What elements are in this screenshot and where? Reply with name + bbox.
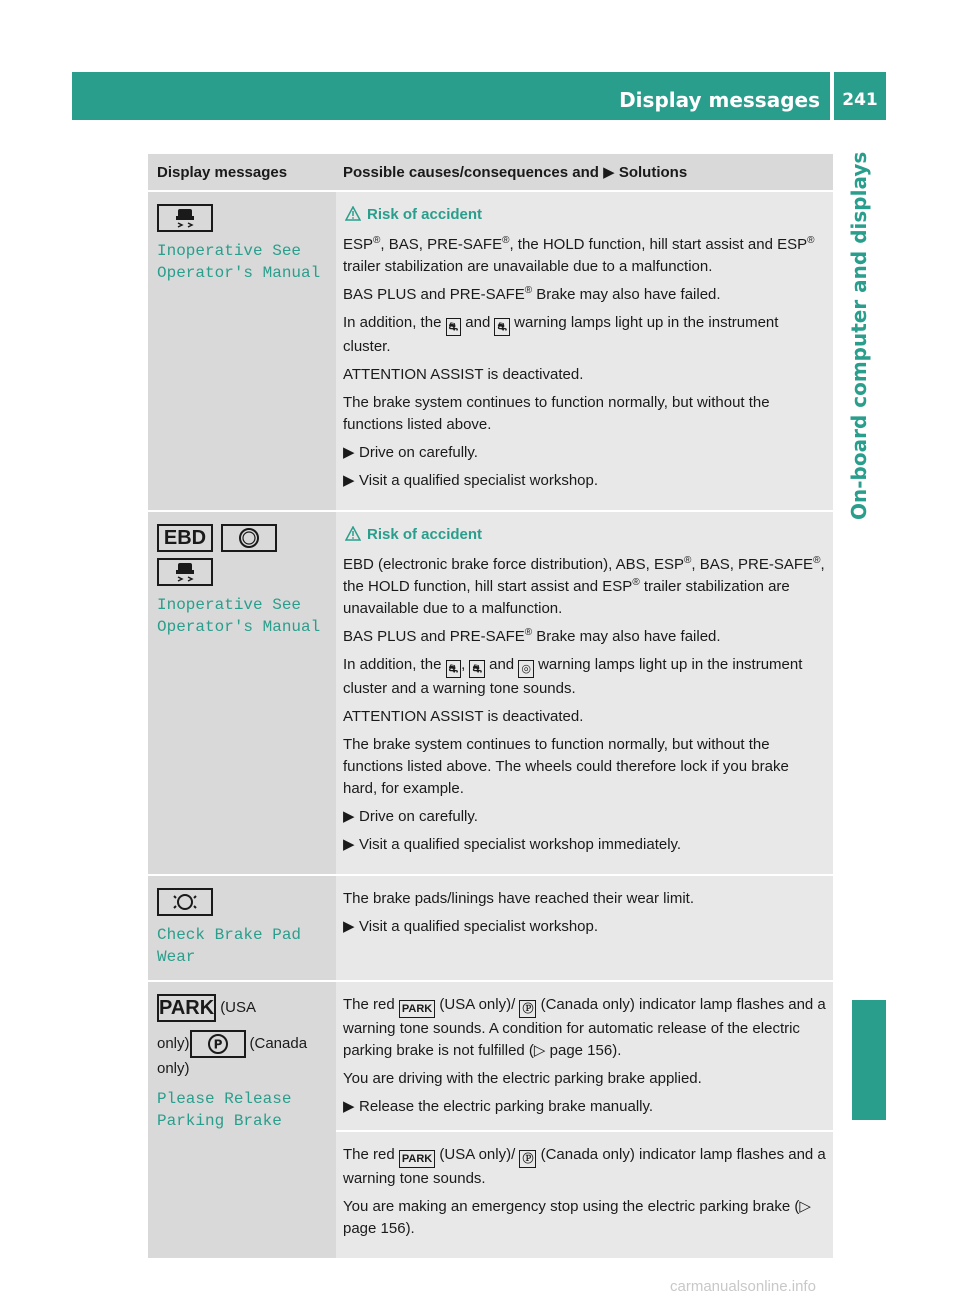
text: only) <box>157 1060 190 1077</box>
paragraph: EBD (electronic brake force distribution), ABS, ESP®, BAS, PRE-SAFE®, the HOLD function, hill start assist and ESP® trailer stabilization are unavailable due to a malfunction. <box>343 555 825 617</box>
section-side-tab: On-board computer and displays <box>847 151 871 520</box>
esp-warning-icon <box>157 204 213 232</box>
table-row <box>148 874 833 980</box>
abs-lamp-icon: ◎ <box>518 660 534 678</box>
step-arrow-icon: ▶ <box>343 444 355 461</box>
step-text: Visit a qualified specialist workshop immediately. <box>359 836 682 853</box>
park-lamp-icon: PARK <box>399 1000 435 1018</box>
text: The red <box>343 1146 395 1163</box>
paragraph: You are driving with the electric parking brake applied. <box>343 1070 702 1087</box>
table-header <box>148 154 833 190</box>
table-row <box>148 980 833 1258</box>
park-lamp-icon: PARK <box>399 1150 435 1168</box>
warning-title-text: Risk of accident <box>367 526 483 543</box>
park-lamp-icon: PARK <box>157 994 216 1022</box>
warning-title-text: Risk of accident <box>367 206 483 223</box>
display-message-text <box>157 1088 327 1132</box>
solution-step <box>343 834 826 856</box>
text: only) <box>157 1034 190 1052</box>
display-message-cell <box>148 982 336 1258</box>
sub-case <box>336 1130 833 1240</box>
warning-title <box>343 204 826 226</box>
text: (Canada only) indicator lamp flashes and a warning tone sounds. A condition for automatic release of the electric parking brake is not fulfilled (▷ page 156). <box>343 996 826 1059</box>
paragraph: The brake system continues to function normally, but without the functions listed above. <box>343 394 770 433</box>
causes-cell <box>336 512 833 874</box>
solution-arrow-icon: ▶ <box>603 164 615 181</box>
step-text: Drive on carefully. <box>359 808 478 825</box>
esp-lamp-icon: ⛐ <box>446 660 462 678</box>
paragraph: You are making an emergency stop using the electric parking brake (▷ page 156). <box>343 1198 811 1237</box>
warning-triangle-icon <box>345 206 361 221</box>
text: In addition, the <box>343 314 442 331</box>
causes-cell <box>336 876 833 980</box>
paragraph: The brake system continues to function normally, but without the functions listed above. The wheels could therefore lock if you brake hard, for example. <box>343 736 789 797</box>
step-arrow-icon: ▶ <box>343 836 355 853</box>
display-message-cell <box>148 876 336 980</box>
col-header-causes-text: Possible causes/consequences and <box>343 164 599 181</box>
paragraph <box>343 654 826 700</box>
step-text: Visit a qualified specialist workshop. <box>359 472 599 489</box>
text: In addition, the <box>343 656 442 673</box>
esp-off-lamp-icon: ⛐ <box>469 660 485 678</box>
parking-brake-lamp-icon: Ⓟ <box>519 1000 536 1018</box>
col-header-solutions-text: Solutions <box>618 164 688 181</box>
solution-step <box>343 1096 826 1118</box>
causes-cell <box>336 982 833 1258</box>
step-arrow-icon: ▶ <box>343 918 355 935</box>
step-text: Release the electric parking brake manually. <box>359 1098 654 1115</box>
display-message-line: Please Release <box>157 1090 292 1108</box>
side-tab-marker <box>852 1000 886 1120</box>
display-message-text <box>157 240 327 284</box>
text: (USA <box>220 998 257 1016</box>
text: , <box>461 656 466 673</box>
display-message-line: Parking Brake <box>157 1112 282 1130</box>
paragraph: ESP®, BAS, PRE-SAFE®, the HOLD function, hill start assist and ESP® trailer stabilization are unavailable due to a malfunction. <box>343 235 815 275</box>
text: warning lamps light up in the instrument cluster. <box>343 314 779 355</box>
display-message-line: Operator's Manual <box>157 264 321 282</box>
step-text: Drive on carefully. <box>359 444 478 461</box>
display-message-line: Inoperative See <box>157 596 302 614</box>
display-message-line: Operator's Manual <box>157 618 321 636</box>
paragraph: ATTENTION ASSIST is deactivated. <box>343 366 584 383</box>
solution-step <box>343 806 826 828</box>
paragraph: BAS PLUS and PRE-SAFE® Brake may also have failed. <box>343 285 721 303</box>
svg-text:P: P <box>213 1037 222 1052</box>
solution-step <box>343 470 826 492</box>
display-message-line: Check Brake Pad <box>157 926 302 944</box>
paragraph <box>343 312 826 358</box>
table-row <box>148 190 833 510</box>
display-message-line: Wear <box>157 948 196 966</box>
col-header-display-messages: Display messages <box>157 163 288 181</box>
paragraph: The brake pads/linings have reached their wear limit. <box>343 890 695 907</box>
esp-warning-icon <box>157 558 213 586</box>
text: (USA only)/ <box>439 1146 516 1163</box>
esp-lamp-icon: ⛐ <box>446 318 462 336</box>
page-number: 241 <box>842 90 878 110</box>
display-message-text <box>157 924 327 968</box>
ebd-warning-icon: EBD <box>157 524 213 552</box>
brake-pad-wear-icon <box>157 888 213 916</box>
text: The red <box>343 996 395 1013</box>
paragraph <box>343 1144 826 1190</box>
text: (Canada <box>249 1034 308 1052</box>
paragraph: ATTENTION ASSIST is deactivated. <box>343 708 584 725</box>
warning-title <box>343 524 826 546</box>
display-message-cell <box>148 512 336 874</box>
display-messages-table <box>148 154 833 1258</box>
solution-step <box>343 916 826 938</box>
text: (Canada only) indicator lamp flashes and a warning tone sounds. <box>343 1146 826 1187</box>
text: warning lamps light up in the instrument cluster and a warning tone sounds. <box>343 656 803 697</box>
causes-cell <box>336 192 833 510</box>
warning-triangle-icon <box>345 526 361 541</box>
text: and <box>489 656 515 673</box>
display-message-text <box>157 594 327 638</box>
watermark: carmanualsonline.info <box>670 1278 816 1295</box>
parking-brake-icon <box>190 1030 246 1058</box>
display-message-cell <box>148 192 336 510</box>
page-title: Display messages <box>619 88 820 112</box>
text: and <box>465 314 491 331</box>
step-arrow-icon: ▶ <box>343 808 355 825</box>
parking-brake-lamp-icon: Ⓟ <box>519 1150 536 1168</box>
step-text: Visit a qualified specialist workshop. <box>359 918 599 935</box>
step-arrow-icon: ▶ <box>343 472 355 489</box>
col-header-causes <box>336 163 833 181</box>
display-message-line: Inoperative See <box>157 242 302 260</box>
esp-off-lamp-icon: ⛐ <box>494 318 510 336</box>
text: (USA only)/ <box>439 996 516 1013</box>
solution-step <box>343 442 826 464</box>
table-row <box>148 510 833 874</box>
paragraph: BAS PLUS and PRE-SAFE® Brake may also have failed. <box>343 627 721 645</box>
step-arrow-icon: ▶ <box>343 1098 355 1115</box>
abs-warning-icon <box>221 524 277 552</box>
paragraph <box>343 994 826 1062</box>
